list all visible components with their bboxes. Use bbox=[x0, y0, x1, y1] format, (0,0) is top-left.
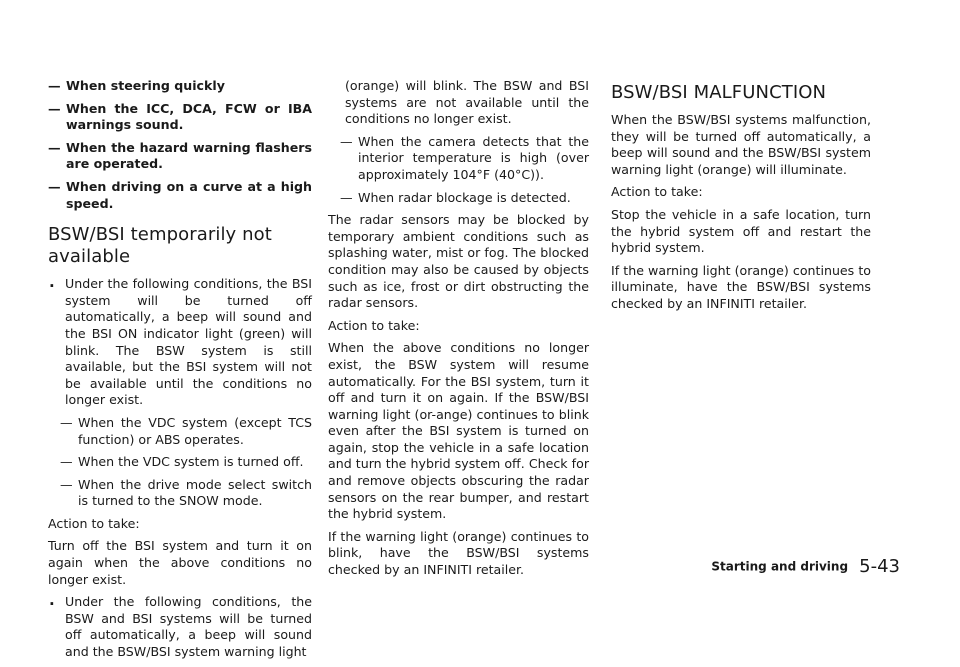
bullet-continuation: (orange) will blink. The BSW and BSI systems are not available until the conditions no longer exist. bbox=[345, 78, 589, 127]
section-heading-temporarily-unavailable: BSW/BSI temporarily not available bbox=[48, 224, 272, 268]
paragraph: When the BSW/BSI systems malfunction, they will be turned off automatically, a beep will sound and the BSW/BSI system warning light (orange) will illuminate. bbox=[611, 112, 871, 177]
sub-condition-list bbox=[328, 134, 589, 206]
paragraph: Stop the vehicle in a safe location, turn the hybrid system off and restart the hybrid system. bbox=[611, 206, 871, 256]
condition-item: — When the ICC, DCA, FCW or IBA warnings sound. bbox=[48, 101, 312, 134]
footer-section-title: Starting and driving bbox=[711, 559, 849, 574]
condition-item: — When driving on a curve at a high speed. bbox=[48, 179, 312, 212]
bullet-item bbox=[48, 594, 312, 660]
paragraph: If the warning light (orange) continues to blink, have the BSW/BSI systems checked by an INFINITI retailer. bbox=[328, 528, 589, 578]
condition-item: — When steering quickly bbox=[48, 78, 312, 95]
bullet-item bbox=[48, 276, 312, 409]
action-label: Action to take: bbox=[328, 317, 420, 333]
column-middle bbox=[328, 78, 589, 585]
section-heading-malfunction: BSW/BSI MALFUNCTION bbox=[611, 82, 827, 103]
paragraph: When the above conditions no longer exist, the BSW system will resume automatically. For the BSI system, turn it off and turn it on again. If the BSW/BSI warning light (or-ange) continues to blink even after the BSI system is turned on again, stop the vehicle in a safe location and turn the hybrid system off. Check for and remove objects obscuring the radar sensors on the rear bumper, and restart the hybrid system. bbox=[328, 340, 589, 522]
sub-condition-item: — When the camera detects that the interior temperature is high (over approximately 104°F (40°C)). bbox=[340, 134, 589, 184]
sub-condition-item: — When the VDC system (except TCS function) or ABS operates. bbox=[60, 415, 312, 448]
sub-condition-item: — When the VDC system is turned off. bbox=[60, 454, 312, 471]
paragraph: If the warning light (orange) continues to illuminate, have the BSW/BSI systems checked by an INFINITI retailer. bbox=[611, 262, 871, 311]
page-number: 5-43 bbox=[859, 556, 900, 577]
sub-condition-item: — When the drive mode select switch is turned to the SNOW mode. bbox=[60, 477, 312, 510]
paragraph: The radar sensors may be blocked by temporary ambient conditions such as splashing water, mist or fog. The blocked condition may also be caused by objects such as ice, frost or dirt obstructing the radar sensors. bbox=[328, 212, 589, 311]
sub-condition-list bbox=[48, 415, 312, 510]
action-label: Action to take: bbox=[48, 515, 140, 531]
condition-item: — When the hazard warning flashers are operated. bbox=[48, 140, 312, 173]
action-label: Action to take: bbox=[611, 184, 703, 200]
column-right bbox=[611, 78, 871, 319]
sub-condition-item: — When radar blockage is detected. bbox=[340, 190, 589, 207]
column-left bbox=[48, 78, 312, 667]
page-footer bbox=[700, 556, 900, 577]
bullet-text: . Under the following conditions, the BSI system will be turned off automatically, a beep will sound and the BSI ON indicator light (green) will blink. The BSW system is still available, but the BSI system will not be available until the conditions no longer exist. bbox=[65, 276, 312, 408]
action-text: Turn off the BSI system and turn it on again when the above conditions no longer exist. bbox=[48, 538, 312, 587]
bullet-text: . Under the following conditions, the BSW and BSI systems will be turned off automatically, a beep will sound and the BSW/BSI system warning light bbox=[65, 594, 312, 660]
